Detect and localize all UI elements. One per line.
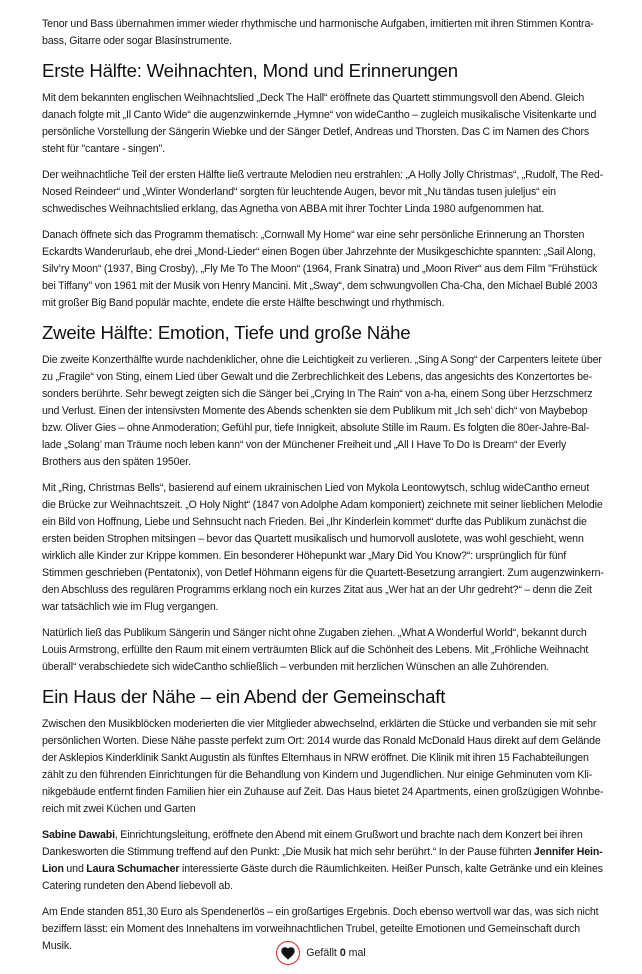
person-name: Sabine Dawabi <box>42 829 115 841</box>
paragraph-text: und <box>63 863 87 875</box>
intro-paragraph: Tenor und Bass übernahmen immer wieder rhythmische und harmonische Aufgaben, imitierten mit ihren Stimmen Kontrabass, Gitarre oder sogar Blasinstrumente. <box>42 18 594 47</box>
paragraph: Zwischen den Musikblöcken moderierten die vier Mitglieder abwechselnd, erklärten die Stücke und verbanden sie mit sehr persönlichen Worten. Diese Nähe passte perfekt zum Ort: 2014 wurde das Ronald McDonald Haus direkt auf dem Gelände der Asklepios Kinderklinik Sankt Augustin als fünftes Elternhaus in NRW eröffnet. Die Klinik mit ihren 15 Fachabteilungen zählt zu den führenden Einrichtungen für die Behandlung von Kindern und Jugendlichen. Nur einige Gehminuten vom Klinikgebäude entfernt finden Familien hier ein Zuhause auf Zeit. Das Haus bietet 24 Apartments, einen großzügigen Wohnbereich mit zwei Küchen und Garten <box>42 718 604 815</box>
paragraph: Mit „Ring, Christmas Bells“, basierend auf einem ukrainischen Lied von Mykola Leontowytsch, schlug wideCantho erneut die Brücke zur Weihnachtszeit. „O Holy Night“ (1847 von Adolphe Adam komponiert) zeichnete mit seiner lieblichen Melodie ein Bild von Hoffnung, Liebe und Sehnsucht nach Frieden. Bei „Ihr Kinderlein kommet“ durfte das Publikum zunächst die ersten beiden Strophen mitsingen – bevor das Quartett musikalisch und humorvoll auslotete, was wohl geschieht, wenn wirklich alle Kinder zur Krippe kommen. Ein besonderer Höhepunkt war „Mary Did You Know?“: ursprünglich für fünf Stimmen geschrieben (Pentatonix), von Detlef Höhmann eigens für die Quartett-Besetzung arrangiert. Zum augenzwinkernden Abschluss des regulären Programms erklang noch ein kurzes Zitat aus „Wer hat an der Uhr gedreht?“ – denn die Zeit war tatsächlich wie im Flug vergangen. <box>42 482 604 613</box>
like-button[interactable] <box>276 941 300 965</box>
paragraph: Natürlich ließ das Publikum Sängerin und Sänger nicht ohne Zugaben ziehen. „What A Wonderful World“, bekannt durch Louis Armstrong, erfüllte den Raum mit einem verträumten Blick auf die Schönheit des Lebens. Mit „Fröhliche Weihnacht überall“ verabschiedete sich wideCantho schließlich – verbunden mit herzlichen Wünschen an alle Zuhörenden. <box>42 627 589 673</box>
people-paragraph <box>42 827 604 895</box>
paragraph: Die zweite Konzerthälfte wurde nachdenklicher, ohne die Leichtigkeit zu verlieren. „Sing A Song“ der Carpenters leitete über zu „Fragile“ von Sting, einem Lied über Gewalt und die Zerbrechlichkeit des Lebens, das angesichts des Konzertortes besonders berührte. Sehr bewegt zeigten sich die Sänger bei „Crying In The Rain“ von a-ha, einem Song über Herzschmerz und Verlust. Einen der intensivsten Momente des Abends schenkten sie dem Publikum mit „Ich seh’ dich“ von Maybebop bzw. Oliver Gies – ohne Anmoderation; Gefühl pur, tiefe Innigkeit, absolute Stille im Raum. Es folgten die 80er-Jahre-Ballade „Solang’ man Träume noch leben kann“ von der Münchener Freiheit und „All I Have To Do Is Dream“ der Everly Brothers aus den späten 1950er. <box>42 354 602 468</box>
heart-icon <box>281 947 295 960</box>
closing-paragraph: Am Ende standen 851,30 Euro als Spendenerlös – ein großartiges Ergebnis. Doch ebenso wertvoll war das, was sich nicht beziffern lässt: ein Moment des Innehaltens im vorweihnachtlichen Trubel, geteilte Emotionen und Gemeinschaft durch Musik. <box>42 906 599 952</box>
paragraph-text: interessierte Gäste durch die Räumlichkeiten. Heißer Punsch, kalte Getränke und ein kleines Catering rundeten den Abend liebevoll ab. <box>42 863 603 892</box>
like-widget <box>0 941 642 965</box>
section-heading-first-half: Erste Hälfte: Weihnachten, Mond und Erinnerungen <box>42 60 458 81</box>
like-count-label <box>306 947 365 959</box>
paragraph: Mit dem bekannten englischen Weihnachtslied „Deck The Hall“ eröffnete das Quartett stimmungsvoll den Abend. Gleich danach folgte mit „Il Canto Wide“ die augenzwinkernde „Hymne“ von wideCantho – zugleich musikalische Visitenkarte und persönliche Vorstellung der Sängerin Wiebke und der Sänger Detlef, Andreas und Thorsten. Das C im Namen des Chors steht für "cantare - singen". <box>42 92 597 155</box>
section-heading-second-half: Zweite Hälfte: Emotion, Tiefe und große Nähe <box>42 322 411 343</box>
person-name: Laura Schumacher <box>86 863 180 875</box>
article-body <box>42 16 604 964</box>
paragraph: Danach öffnete sich das Programm thematisch: „Cornwall My Home“ war eine sehr persönliche Erinnerung an Thorsten Eckardts Wanderurlaub, ehe drei „Mond-Lieder“ einen Bogen über Jahrzehnte der Musikgeschichte spannten: „Sail Along, Silv’ry Moon“ (1937, Bing Crosby), „Fly Me To The Moon“ (1964, Frank Sinatra) und „Moon River“ aus dem Film "Frühstück bei Tiffany" von 1961 mit der Musik von Henry Mancini. Mit „Sway“, dem schwungvollen Cha-Cha, den Michael Bublé 2003 mit großer Big Band populär machte, endete die erste Hälfte beschwingt und rhythmisch. <box>42 229 598 309</box>
paragraph: Der weihnachtliche Teil der ersten Hälfte ließ vertraute Melodien neu erstrahlen: „A Holly Jolly Christmas“, „Rudolf, The Red-Nosed Reindeer“ und „Winter Wonderland“ sorgten für leuchtende Augen, bevor mit „Nu tändas tusen juleljus“ ein schwedisches Weihnachtslied erklang, das Agnetha von ABBA mit ihrer Tochter Linda 1980 aufgenommen hat. <box>42 169 604 215</box>
paragraph-text: , Einrichtungsleitung, eröffnete den Abend mit einem Grußwort und brachte nach dem Konzert bei ihren Dankesworten die Stimmung treffend auf den Punkt: „Die Musik hat mich sehr berührt.“ In der Pause führten <box>42 829 583 858</box>
like-prefix: Gefällt <box>306 947 340 959</box>
section-heading-community: Ein Haus der Nähe – ein Abend der Gemeinschaft <box>42 686 446 707</box>
person-name: Jennifer Hein-Lion <box>42 846 603 875</box>
like-suffix: mal <box>345 947 366 959</box>
like-count: 0 <box>339 947 346 959</box>
